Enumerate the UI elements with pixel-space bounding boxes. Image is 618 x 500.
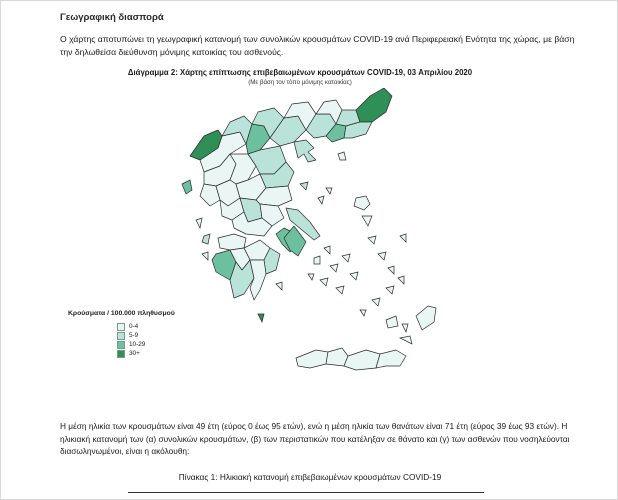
map-island (308, 274, 314, 280)
map-island (342, 254, 350, 262)
map-island (202, 252, 208, 260)
map-island (276, 282, 282, 290)
map-island (182, 180, 192, 194)
diagram-title: Διάγραμμα 2: Χάρτης επίπτωσης επιβεβαιωμένων κρουσμάτων COVID-19, 03 Απριλίου 2020 (127, 68, 473, 77)
map-island (368, 236, 376, 244)
map-island (318, 196, 324, 204)
map-legend (68, 310, 175, 358)
age-paragraph: Η μέση ηλικία των κρουσμάτων είναι 49 έτη (εύρος 0 έως 95 ετών), ενώ η μέση ηλικία των θανάτων είναι 71 έτη (εύρος 39 έως 93 ετών). Η ηλικιακή κατανομή των (α) συνολικών κρουσμάτων, (β) των περιστατικών που κατέληξαν σε θάνατο και (γ) των ασθενών που νοσηλεύονται διασωληνωμένοι, είναι η ακόλουθη: (60, 421, 570, 457)
map-island (378, 252, 386, 260)
legend-item (117, 349, 175, 358)
map-island (388, 266, 394, 274)
legend-label: 5-9 (129, 332, 139, 339)
legend-item (117, 331, 175, 340)
map-island (400, 234, 406, 242)
map-island (330, 264, 338, 272)
map-island (386, 286, 394, 294)
legend-swatch (117, 323, 125, 331)
map-island (196, 218, 202, 228)
map-region (296, 350, 328, 368)
map-island (354, 196, 370, 210)
map-island (258, 314, 264, 322)
map-island (398, 276, 404, 284)
map-island (400, 336, 412, 344)
map-island (372, 298, 380, 306)
map-island (362, 216, 372, 226)
map-island (324, 246, 330, 254)
legend-label: 0-4 (129, 323, 139, 330)
map-island (336, 286, 344, 294)
table-top-rule (128, 492, 484, 493)
map-island (320, 278, 328, 286)
map-island (350, 272, 358, 280)
map-island (300, 182, 308, 190)
legend-swatch (117, 341, 125, 349)
map-region (218, 234, 246, 250)
map-island (202, 234, 210, 244)
legend-swatch (117, 350, 125, 358)
legend-swatch (117, 332, 125, 340)
table-caption: Πίνακας 1: Ηλικιακή κατανομή επιβεβαιωμένων κρουσμάτων COVID-19 (178, 472, 442, 482)
section-heading: Γεωγραφική διασπορά (60, 12, 164, 23)
legend-title: Κρούσματα / 100.000 πληθυσμού (68, 310, 175, 317)
map-region (326, 348, 348, 366)
map-region (344, 350, 380, 370)
diagram-subtitle: (Με βάση τον τόπο μόνιμης κατοικίας) (248, 79, 352, 86)
legend-item (117, 340, 175, 349)
map-region (356, 88, 392, 122)
map-island (402, 324, 408, 332)
map-island (360, 310, 366, 316)
map-region (376, 350, 406, 368)
map-island (338, 152, 346, 160)
greece-incidence-map (160, 88, 460, 388)
map-island (314, 256, 320, 264)
map-island (326, 188, 332, 194)
legend-item (117, 322, 175, 331)
map-island (416, 306, 436, 330)
legend-label: 10-29 (129, 341, 146, 348)
map-region (294, 140, 316, 162)
map-island (386, 316, 398, 328)
intro-paragraph: Ο χάρτης αποτυπώνει τη γεωγραφική κατανομή των συνολικών κρουσμάτων COVID-19 ανά Περιφερειακή Ενότητα της χώρας, με βάση την δηλωθείσα διεύθυνση μόνιμης κατοικίας του ασθενούς. (60, 34, 575, 57)
legend-label: 30+ (129, 350, 140, 357)
